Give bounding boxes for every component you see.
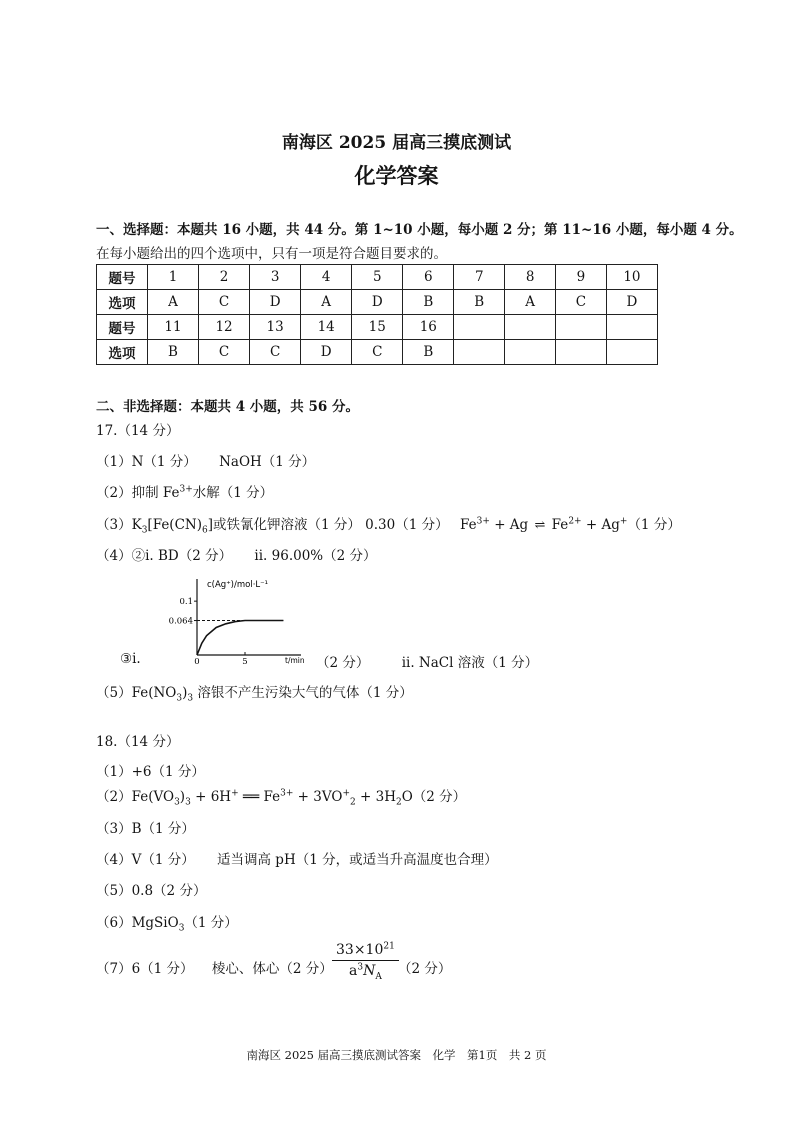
- q17-line2: [96, 481, 273, 501]
- table-row-header: 题号: [97, 315, 148, 340]
- table-cell: A: [505, 290, 556, 315]
- q17-5-sub: 3: [176, 693, 183, 704]
- table-cell: 7: [454, 265, 505, 290]
- fraction-numerator: $33\times 10^{21}$: [336, 941, 395, 958]
- q18-2-c: + 6H: [190, 789, 232, 805]
- table-cell: B: [147, 340, 198, 365]
- q18-line7: [96, 957, 333, 977]
- table-cell: A: [147, 290, 198, 315]
- x-tick-label: 0: [194, 657, 200, 667]
- answer-table: [96, 264, 658, 365]
- table-cell: [606, 315, 657, 340]
- q18-2-e: + 3VO: [293, 789, 343, 805]
- table-cell: D: [352, 290, 403, 315]
- q18-4-a: （4）V（1 分）: [96, 852, 195, 868]
- eq-sup2: 2+: [568, 516, 582, 527]
- q18-title: 18.（14 分）: [96, 734, 180, 750]
- q18-7-points: （2 分）: [398, 961, 452, 977]
- eq-ag: + Ag: [489, 517, 533, 533]
- table-cell: C: [250, 340, 301, 365]
- eq-fe2: Fe: [547, 517, 569, 533]
- table-cell: 13: [250, 315, 301, 340]
- q18-line1: （1）+6（1 分）: [96, 764, 205, 780]
- q18-2-d: ══ Fe: [238, 789, 281, 805]
- q17-4-ii: ii. 96.00%（2 分）: [254, 548, 377, 564]
- fraction-denominator: $a^3N_A$: [348, 962, 382, 982]
- q18-2-sub1: 3: [174, 797, 180, 808]
- table-cell: [556, 315, 607, 340]
- q18-2-sup3: +: [342, 788, 350, 799]
- q18-2-a: （2）Fe(VO: [96, 789, 175, 805]
- q17-5-text-c: 溶银不产生污染大气的气体（1 分）: [193, 685, 413, 701]
- section1-heading: 一、选择题：本题共 16 小题，共 44 分。第 1~10 小题，每小题 2 分；第 11~16 小题，每小题 4 分。: [96, 222, 743, 238]
- q18-6-sub: 3: [178, 923, 185, 934]
- eq-fe: Fe: [460, 517, 477, 533]
- q18-2-sub2: 3: [185, 797, 191, 808]
- q17-line5: [96, 681, 413, 704]
- section1-note: 在每小题给出的四个选项中，只有一项是符合题目要求的。: [96, 246, 447, 262]
- table-cell: C: [199, 290, 250, 315]
- table-cell: A: [301, 290, 352, 315]
- table-row: [97, 265, 658, 290]
- table-cell: 9: [556, 265, 607, 290]
- table-cell: C: [352, 340, 403, 365]
- q17-3-text-c: ]或铁氰化钾溶液（1 分） 0.30（1 分）: [207, 517, 449, 533]
- table-cell: 10: [606, 265, 657, 290]
- table-cell: [505, 340, 556, 365]
- q17-line1: [96, 450, 315, 470]
- table-cell: D: [301, 340, 352, 365]
- table-cell: D: [606, 290, 657, 315]
- q17-5-sub2: 3: [187, 693, 194, 704]
- table-row: [97, 290, 658, 315]
- y-tick-label: 0.1: [179, 597, 193, 608]
- y-axis-label: c(Ag⁺)/mol·L⁻¹: [207, 580, 269, 590]
- table-cell: C: [199, 340, 250, 365]
- q18-line6: [96, 911, 238, 934]
- q18-6-a: （6）MgSiO: [96, 915, 179, 931]
- q17-line3: [96, 513, 449, 536]
- section2-heading: 二、非选择题：本题共 4 小题，共 56 分。: [96, 399, 359, 415]
- q17-title: 17.（14 分）: [96, 423, 180, 439]
- q17-line4: [96, 544, 377, 564]
- q17-4-iii: ③i.: [120, 651, 141, 667]
- table-cell: 4: [301, 265, 352, 290]
- table-cell: [454, 340, 505, 365]
- q17-5-text-b: ): [182, 685, 188, 701]
- q17-2-text: （2）抑制 Fe: [96, 485, 180, 501]
- table-row-header: 选项: [97, 290, 148, 315]
- q18-line3: （3）B（1 分）: [96, 821, 195, 837]
- table-row: [97, 340, 658, 365]
- q17-1-answer-b: NaOH（1 分）: [219, 454, 316, 470]
- q18-7-a: （7）6（1 分）: [96, 961, 194, 977]
- q17-3-text: （3）K: [96, 517, 142, 533]
- table-cell: 1: [147, 265, 198, 290]
- table-cell: B: [454, 290, 505, 315]
- q17-2-sup: 3+: [179, 484, 193, 495]
- density-fraction: [332, 941, 399, 982]
- q17-equation: [460, 513, 681, 533]
- q17-4-iii-ii: ii. NaCl 溶液（1 分）: [401, 655, 539, 671]
- q17-2-text-b: 水解（1 分）: [192, 485, 274, 501]
- q18-2-sub4: 2: [396, 797, 402, 808]
- table-cell: 12: [199, 315, 250, 340]
- table-cell: 8: [505, 265, 556, 290]
- q17-4-i: （4）②i. BD（2 分）: [96, 548, 233, 564]
- q18-line5: （5）0.8（2 分）: [96, 883, 207, 899]
- q18-4-b: 适当调高 pH（1 分，或适当升高温度也合理）: [217, 852, 498, 868]
- eq-ag2: + Ag: [581, 517, 620, 533]
- table-cell: 2: [199, 265, 250, 290]
- table-row-header: 选项: [97, 340, 148, 365]
- series-line: [197, 621, 283, 656]
- q18-2-g: O（2 分）: [401, 789, 467, 805]
- q17-3-sub: 3: [141, 525, 148, 536]
- q18-6-b: （1 分）: [184, 915, 238, 931]
- y-tick-label: 0.064: [168, 616, 193, 627]
- eq-points: （1 分）: [627, 517, 681, 533]
- q17-4-iii-points: （2 分）: [316, 655, 370, 671]
- table-cell: [556, 340, 607, 365]
- table-cell: 15: [352, 315, 403, 340]
- table-cell: 5: [352, 265, 403, 290]
- table-cell: [505, 315, 556, 340]
- q18-2-b: ): [179, 789, 186, 805]
- concentration-chart: [165, 575, 315, 665]
- table-cell: 16: [403, 315, 454, 340]
- q18-7-b: 棱心、体心（2 分）: [211, 961, 333, 977]
- page-footer: 南海区 2025 届高三摸底测试答案 化学 第1页 共 2 页: [246, 1048, 547, 1062]
- table-cell: C: [556, 290, 607, 315]
- q17-1-answer: （1）N（1 分）: [96, 454, 197, 470]
- q17-line4b: [120, 651, 141, 667]
- q18-2-sub3: 2: [350, 797, 356, 808]
- eq-sup3: +: [619, 516, 628, 527]
- table-cell: 14: [301, 315, 352, 340]
- q17-3-text-b: [Fe(CN): [147, 517, 202, 533]
- q18-2-f: + 3H: [355, 789, 396, 805]
- table-row-header: 题号: [97, 265, 148, 290]
- table-row: [97, 315, 658, 340]
- x-tick-label: 5: [242, 657, 248, 667]
- page-title: 南海区 2025 届高三摸底测试: [281, 133, 512, 153]
- table-cell: B: [403, 290, 454, 315]
- table-cell: 3: [250, 265, 301, 290]
- q17-5-text: （5）Fe(NO: [96, 685, 177, 701]
- x-axis-label: t/min: [285, 656, 305, 665]
- table-cell: B: [403, 340, 454, 365]
- q18-2-sup1: +: [231, 788, 239, 799]
- q18-line4: [96, 848, 498, 868]
- table-cell: 11: [147, 315, 198, 340]
- q17-line4c: [316, 651, 538, 671]
- q17-3-sub2: 6: [201, 525, 208, 536]
- q18-line2: [96, 785, 467, 808]
- table-cell: D: [250, 290, 301, 315]
- eq-sup1: 3+: [476, 516, 490, 527]
- page-subtitle: 化学答案: [354, 163, 439, 188]
- q18-2-sup2: 3+: [280, 788, 294, 799]
- table-cell: [454, 315, 505, 340]
- table-cell: [606, 340, 657, 365]
- equilibrium-arrow-icon: ⇌: [534, 518, 546, 533]
- table-cell: 6: [403, 265, 454, 290]
